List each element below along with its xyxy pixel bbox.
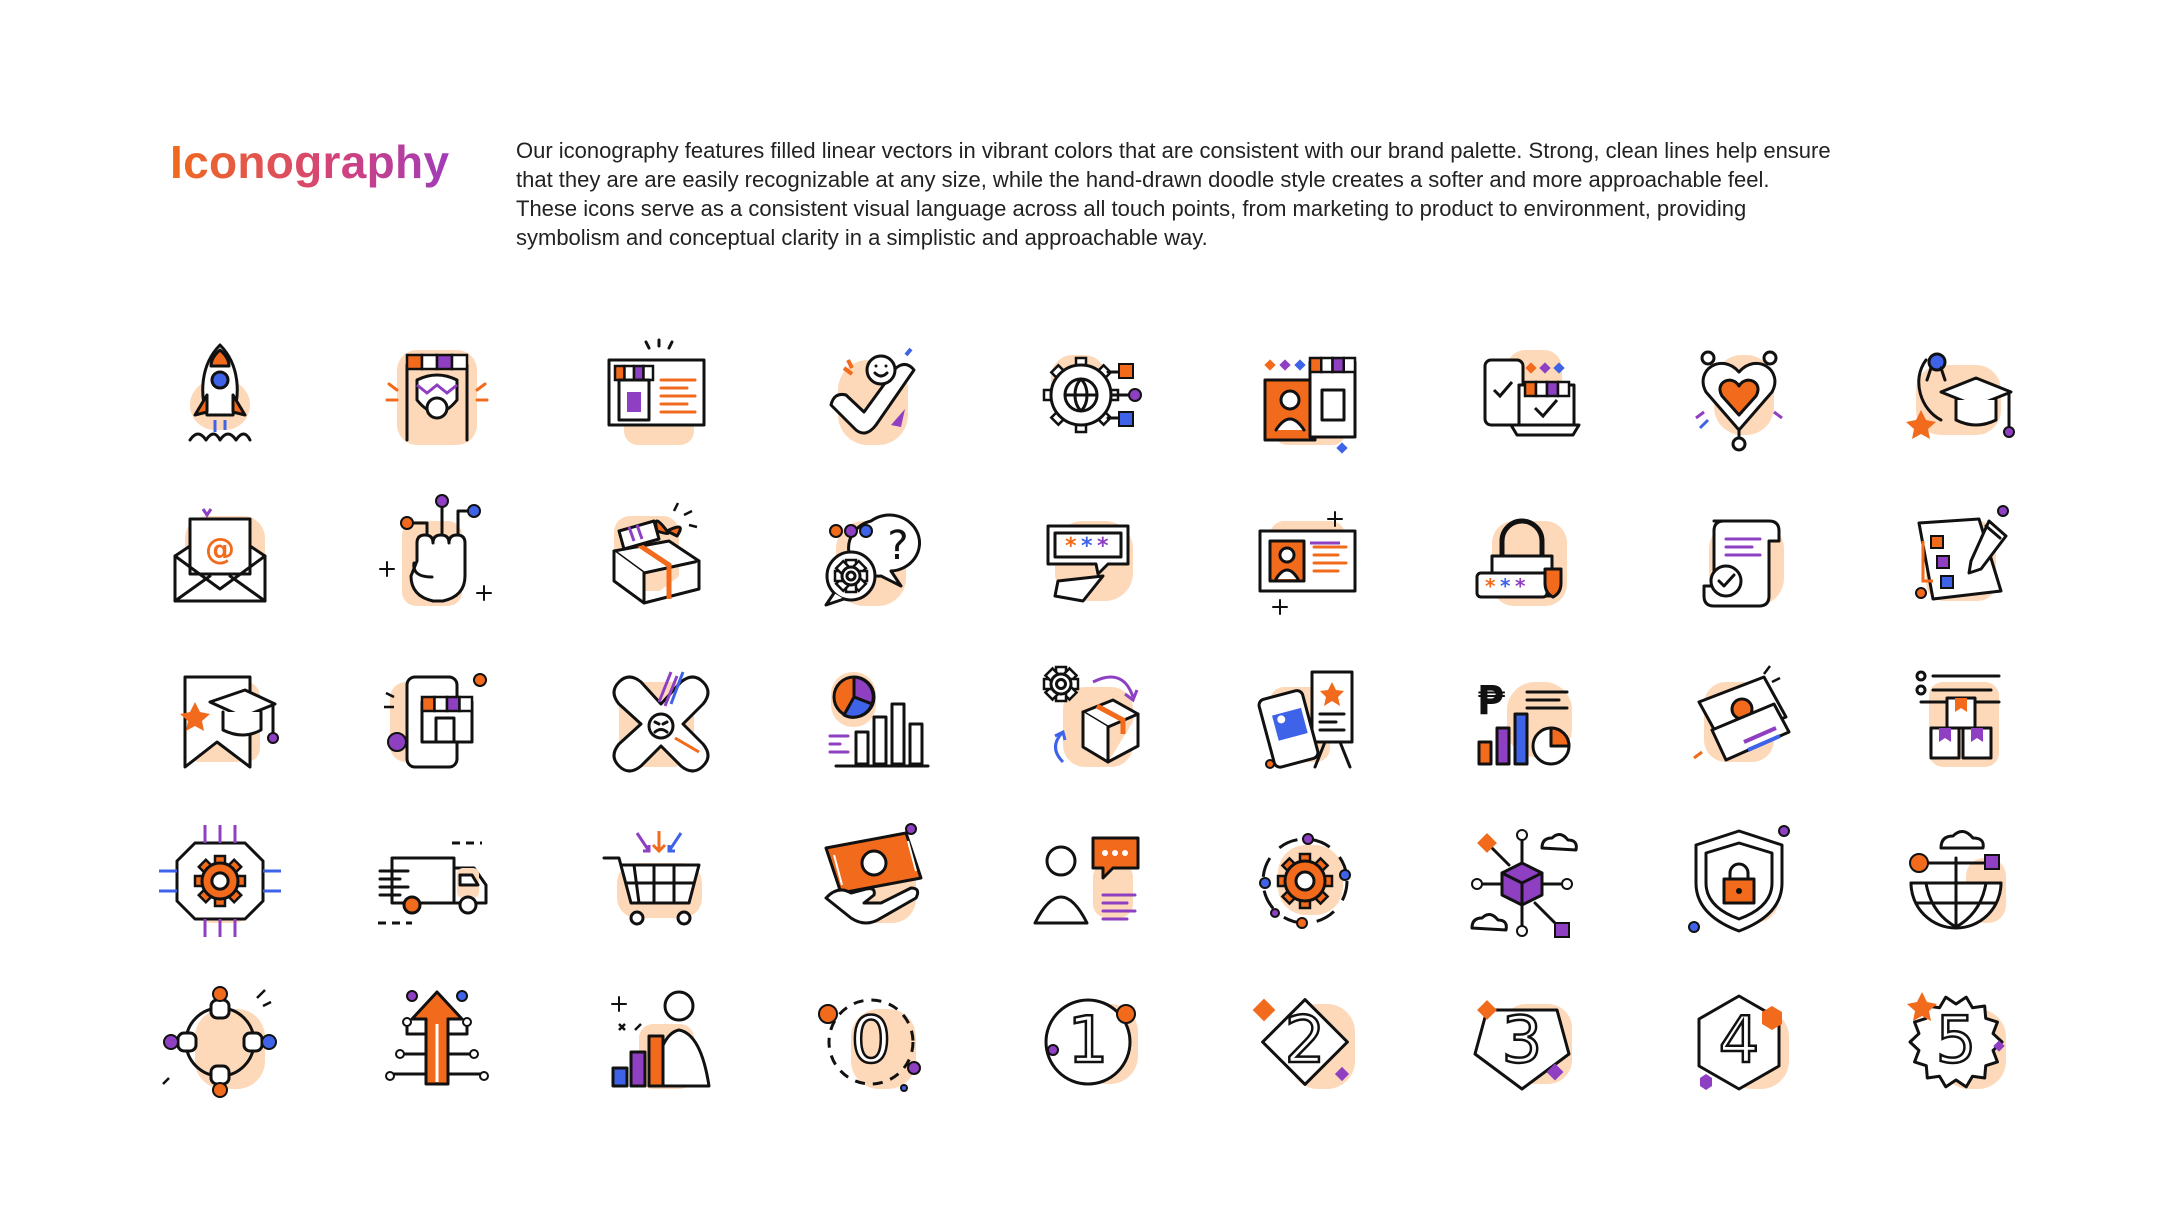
checklist-edit-icon [1881,481,2031,631]
question-chat-icon [796,481,946,631]
svg-text:*: * [1065,534,1077,559]
intro-line: Our iconography features filled linear vectors in vibrant colors that are consistent with our brand palette. Strong, clean lines help ensure [516,138,1831,163]
scroll-check-icon [1664,481,1814,631]
intro-line: symbolism and conceptual clarity in a simplistic and approachable way. [516,225,1208,250]
heart-network-icon [1664,320,1814,470]
intro-paragraph [516,136,1876,252]
rocket-icon [145,320,295,470]
globe-cloud-icon [1881,803,2031,953]
number-3-icon [1447,964,1597,1114]
profile-card-icon [1230,481,1380,631]
delivery-truck-icon [362,803,512,953]
svg-text:@: @ [205,532,235,567]
money-card-icon [1664,642,1814,792]
global-gear-icon [1013,320,1163,470]
svg-text:*: * [1485,574,1496,598]
inventory-list-icon [1881,642,2031,792]
intro-line: These icons serve as a consistent visual language across all touch points, from marketing to product to environment, providing [516,196,1747,221]
network-cube-icon [1447,803,1597,953]
shop-listing-icon [579,320,729,470]
education-bookmark-icon [145,642,295,792]
security-shield-icon [1664,803,1814,953]
number-0-icon [796,964,946,1114]
intro-line: that they are are easily recognizable at any size, while the hand-drawn doodle style creates a softer and more approachable feel. [516,167,1770,192]
settings-gear-icon [1230,803,1380,953]
bar-pie-chart-icon [796,642,946,792]
shop-profile-icon [1230,320,1380,470]
svg-text:₱: ₱ [1477,678,1505,724]
password-chat-icon [1013,481,1163,631]
package-delivery-icon [1013,642,1163,792]
ecommerce-devices-icon [1447,320,1597,470]
cpu-gear-icon [145,803,295,953]
svg-text:*: * [1081,534,1093,559]
arrow-circuit-icon [362,964,512,1114]
svg-text:1: 1 [1067,1004,1109,1078]
svg-text:*: * [1097,534,1109,559]
peso-growth-chart-icon [1447,642,1597,792]
cash-hand-icon [796,803,946,953]
svg-text:4: 4 [1718,1004,1760,1078]
bandage-icon [579,642,729,792]
svg-text:?: ? [887,523,909,569]
page-title: Iconography [170,136,450,188]
padlock-password-icon [1447,481,1597,631]
svg-text:*: * [1515,574,1526,598]
icon-grid [145,320,2045,1120]
user-message-icon [1013,803,1163,953]
svg-text:0: 0 [850,1004,892,1078]
person-growth-icon [579,964,729,1114]
graduation-award-icon [1881,320,2031,470]
svg-text:3: 3 [1501,1004,1543,1078]
connected-circle-icon [145,964,295,1114]
mobile-store-icon [362,642,512,792]
email-envelope-icon [145,481,295,631]
svg-text:5: 5 [1935,1004,1977,1078]
fist-icon [362,481,512,631]
smile-check-icon [796,320,946,470]
media-display-icon [1230,642,1380,792]
number-1-icon [1013,964,1163,1114]
number-2-icon [1230,964,1380,1114]
gift-box-icon [579,481,729,631]
svg-text:2: 2 [1284,1004,1326,1078]
storefront-icon [362,320,512,470]
number-4-icon [1664,964,1814,1114]
number-5-icon [1881,964,2031,1114]
svg-text:*: * [1500,574,1511,598]
shopping-cart-icon [579,803,729,953]
